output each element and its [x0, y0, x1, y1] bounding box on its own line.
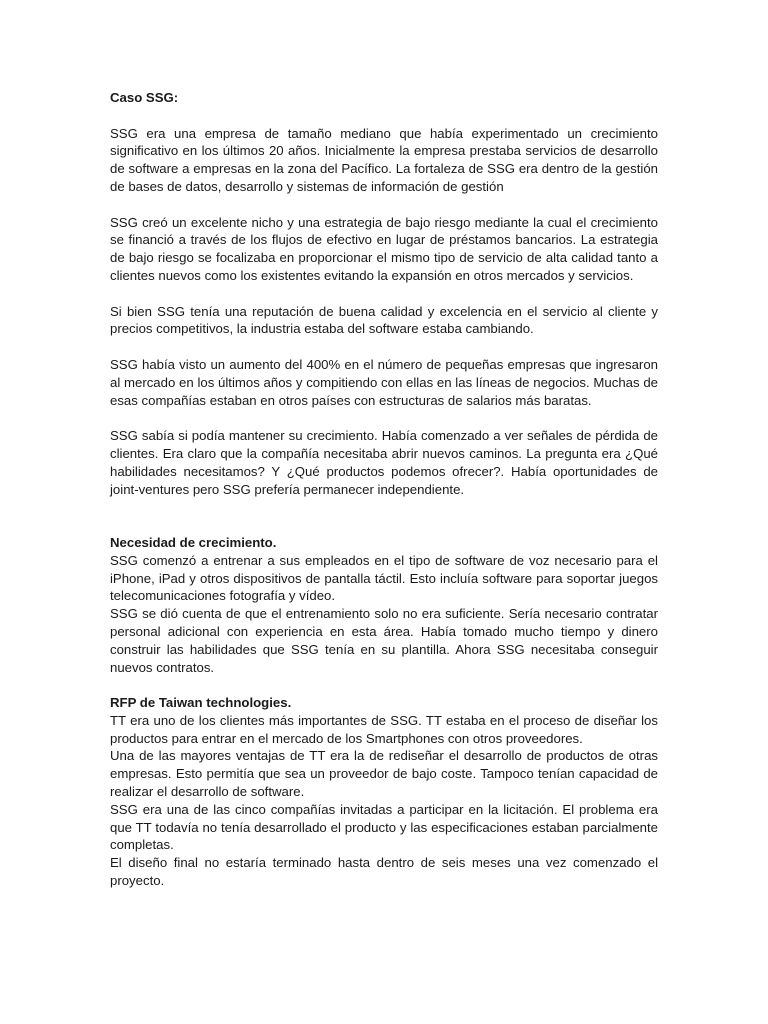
case-title: Caso SSG: — [110, 90, 179, 105]
document-body — [110, 89, 658, 890]
intro-paragraph-4: SSG había visto un aumento del 400% en el número de pequeñas empresas que ingresaron al mercado en los últimos años y compitiendo con ellas en las líneas de negocios. Muchas de esas compañías estaban en otros países con estructuras de salarios más baratas. — [110, 356, 658, 408]
rfp-paragraph-3: SSG era una de las cinco compañías invitadas a participar en la licitación. El problema era que TT todavía no tenía desarrollado el producto y las especificaciones estaban parcialmente completas. — [110, 801, 658, 853]
rfp-paragraph-2: Una de las mayores ventajas de TT era la de rediseñar el desarrollo de productos de otras empresas. Esto permitía que sea un proveedor de bajo coste. Tampoco tenían capacidad de realizar el desarrollo de software. — [110, 748, 658, 800]
spacer — [110, 196, 658, 214]
growth-paragraph-2: SSG se dió cuenta de que el entrenamiento solo no era suficiente. Sería necesario contratar personal adicional con experiencia en esta área. Había tomado mucho tiempo y dinero construir las habilidades que SSG tenía en su plantilla. Ahora SSG necesitaba conseguir nuevos contratos. — [110, 606, 658, 675]
intro-paragraph-3: Si bien SSG tenía una reputación de buena calidad y excelencia en el servicio al cliente y precios competitivos, la industria estaba del software estaba cambiando. — [110, 303, 658, 337]
growth-paragraph-1: SSG comenzó a entrenar a sus empleados en el tipo de software de voz necesario para el iPhone, iPad y otros dispositivos de pantalla táctil. Esto incluía software para soportar juegos telecomunicaciones fotografía y vídeo. — [110, 552, 658, 604]
spacer — [110, 338, 658, 356]
spacer — [110, 107, 658, 125]
spacer — [110, 676, 658, 694]
rfp-paragraph-4: El diseño final no estaría terminado hasta dentro de seis meses una vez comenzado el proyecto. — [110, 855, 658, 889]
intro-paragraph-1: SSG era una empresa de tamaño mediano que había experimentado un crecimiento significativo en los últimos 20 años. Inicialmente la empresa prestaba servicios de desarrollo de software a empresas en la zona del Pacífico. La fortaleza de SSG era dentro de la gestión de bases de datos, desarrollo y sistemas de información de gestión — [110, 125, 658, 194]
rfp-paragraph-1: TT era uno de los clientes más importantes de SSG. TT estaba en el proceso de diseñar los productos para entrar en el mercado de los Smartphones con otros proveedores. — [110, 712, 658, 746]
rfp-section-heading: RFP de Taiwan technologies. — [110, 695, 292, 711]
intro-paragraph-5: SSG sabía si podía mantener su crecimiento. Había comenzado a ver señales de pérdida de clientes. Era claro que la compañía necesitaba abrir nuevos caminos. La pregunta era ¿Qué habilidades necesitamos? Y ¿Qué productos podemos ofrecer?. Había oportunidades de joint-ventures pero SSG prefería permanecer independiente. — [110, 428, 658, 497]
spacer — [110, 285, 658, 303]
intro-paragraph-2: SSG creó un excelente nicho y una estrategia de bajo riesgo mediante la cual el crecimiento se financió a través de los flujos de efectivo en lugar de préstamos bancarios. La estrategia de bajo riesgo se focalizaba en proporcionar el mismo tipo de servicio de alta calidad tanto a clientes nuevos como los existentes evitando la expansión en otros mercados y servicios. — [110, 214, 658, 283]
growth-section-heading: Necesidad de crecimiento. — [110, 534, 277, 550]
spacer — [110, 409, 658, 427]
spacer — [110, 498, 658, 534]
